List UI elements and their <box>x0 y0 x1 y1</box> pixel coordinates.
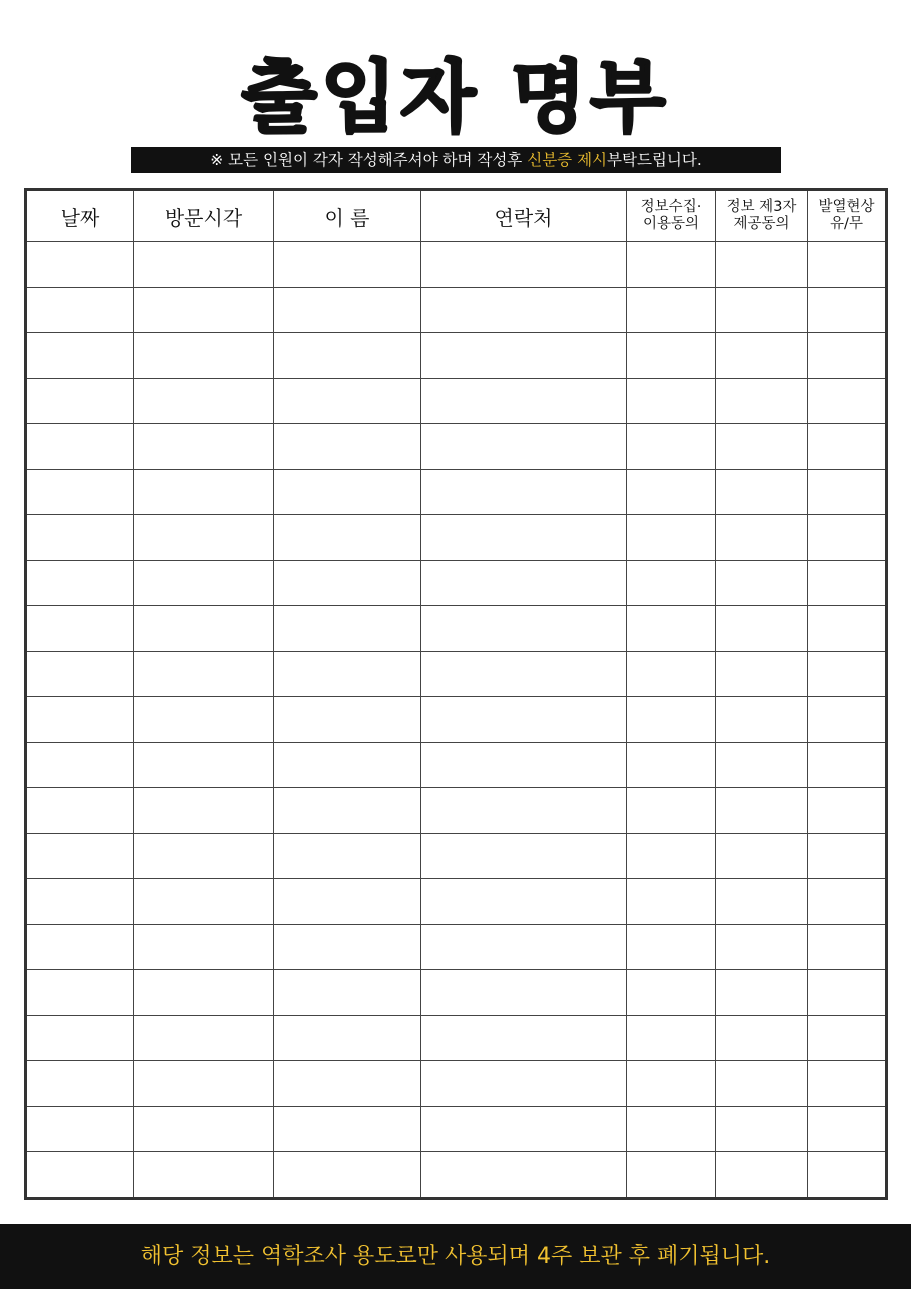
table-cell[interactable] <box>274 469 421 515</box>
table-cell[interactable] <box>274 515 421 561</box>
header-name: 이 름 <box>274 190 421 242</box>
table-cell[interactable] <box>627 606 716 652</box>
table-cell[interactable] <box>421 1106 627 1152</box>
table-cell[interactable] <box>134 970 274 1016</box>
table-cell[interactable] <box>627 424 716 470</box>
table-cell[interactable] <box>716 742 808 788</box>
table-cell[interactable] <box>134 469 274 515</box>
table-cell[interactable] <box>274 1015 421 1061</box>
table-cell[interactable] <box>716 515 808 561</box>
table-cell[interactable] <box>134 788 274 834</box>
table-cell[interactable] <box>134 697 274 743</box>
table-cell[interactable] <box>134 879 274 925</box>
table-cell[interactable] <box>26 515 134 561</box>
table-cell[interactable] <box>716 287 808 333</box>
table-cell[interactable] <box>716 970 808 1016</box>
table-cell[interactable] <box>627 833 716 879</box>
table-row <box>26 378 887 424</box>
table-row <box>26 924 887 970</box>
table-cell[interactable] <box>716 1061 808 1107</box>
visitor-log-table <box>24 188 888 1200</box>
table-cell[interactable] <box>421 788 627 834</box>
table-row <box>26 1015 887 1061</box>
table-cell[interactable] <box>134 833 274 879</box>
table-cell[interactable] <box>808 560 887 606</box>
table-cell[interactable] <box>808 333 887 379</box>
table-cell[interactable] <box>134 515 274 561</box>
table-cell[interactable] <box>716 242 808 288</box>
table-cell[interactable] <box>26 378 134 424</box>
table-cell[interactable] <box>421 833 627 879</box>
table-cell[interactable] <box>26 742 134 788</box>
table-cell[interactable] <box>627 1061 716 1107</box>
notice-banner <box>131 147 781 173</box>
table-cell[interactable] <box>274 651 421 697</box>
table-cell[interactable] <box>134 560 274 606</box>
table-cell[interactable] <box>627 1015 716 1061</box>
table-cell[interactable] <box>421 287 627 333</box>
table-cell[interactable] <box>716 833 808 879</box>
table-cell[interactable] <box>274 833 421 879</box>
table-cell[interactable] <box>627 1106 716 1152</box>
table-row <box>26 333 887 379</box>
table-cell[interactable] <box>808 788 887 834</box>
table-cell[interactable] <box>808 1106 887 1152</box>
table-cell[interactable] <box>627 697 716 743</box>
table-row <box>26 697 887 743</box>
table-cell[interactable] <box>627 742 716 788</box>
table-row <box>26 970 887 1016</box>
table-cell[interactable] <box>808 515 887 561</box>
table-cell[interactable] <box>134 424 274 470</box>
table-cell[interactable] <box>716 1015 808 1061</box>
notice-highlight: 신분증 제시 <box>527 151 608 169</box>
table-row <box>26 560 887 606</box>
table-cell[interactable] <box>421 970 627 1016</box>
table-row <box>26 788 887 834</box>
notice-suffix: 부탁드립니다. <box>607 151 702 169</box>
table-cell[interactable] <box>808 879 887 925</box>
table-cell[interactable] <box>716 333 808 379</box>
table-cell[interactable] <box>274 378 421 424</box>
page-title: 출입자 명부 <box>241 53 670 143</box>
table-body <box>26 242 887 1199</box>
table-cell[interactable] <box>134 924 274 970</box>
table-cell[interactable] <box>808 287 887 333</box>
table-cell[interactable] <box>716 469 808 515</box>
table-cell[interactable] <box>134 1015 274 1061</box>
table-cell[interactable] <box>421 606 627 652</box>
table-cell[interactable] <box>808 1061 887 1107</box>
table-cell[interactable] <box>26 333 134 379</box>
table-cell[interactable] <box>808 697 887 743</box>
table-cell[interactable] <box>627 970 716 1016</box>
table-row <box>26 1061 887 1107</box>
table-cell[interactable] <box>26 970 134 1016</box>
table-cell[interactable] <box>716 697 808 743</box>
header-fever-line1: 발열현상 <box>818 199 875 215</box>
header-third-party-consent-line1: 정보 제3자 <box>726 199 797 215</box>
table-row <box>26 242 887 288</box>
table-cell[interactable] <box>808 833 887 879</box>
notice-prefix: ※ 모든 인원이 각자 작성해주셔야 하며 작성후 <box>210 151 528 169</box>
table-cell[interactable] <box>421 378 627 424</box>
table-cell[interactable] <box>716 788 808 834</box>
table-cell[interactable] <box>627 1152 716 1199</box>
table-cell[interactable] <box>421 424 627 470</box>
table-cell[interactable] <box>26 424 134 470</box>
table-cell[interactable] <box>26 1015 134 1061</box>
table-cell[interactable] <box>26 924 134 970</box>
table-cell[interactable] <box>26 1061 134 1107</box>
header-date: 날짜 <box>26 190 134 242</box>
table-cell[interactable] <box>421 560 627 606</box>
header-third-party-consent <box>716 190 808 242</box>
table-cell[interactable] <box>421 1015 627 1061</box>
table-cell[interactable] <box>26 469 134 515</box>
table-row <box>26 879 887 925</box>
table-cell[interactable] <box>808 742 887 788</box>
table-cell[interactable] <box>274 333 421 379</box>
table-cell[interactable] <box>421 469 627 515</box>
table-cell[interactable] <box>808 469 887 515</box>
table-cell[interactable] <box>627 560 716 606</box>
table-cell[interactable] <box>716 424 808 470</box>
footer-banner: 해당 정보는 역학조사 용도로만 사용되며 4주 보관 후 폐기됩니다. <box>0 1224 911 1289</box>
table-cell[interactable] <box>274 697 421 743</box>
table-cell[interactable] <box>808 378 887 424</box>
table-cell[interactable] <box>808 1015 887 1061</box>
table-cell[interactable] <box>627 879 716 925</box>
table-cell[interactable] <box>627 651 716 697</box>
table-cell[interactable] <box>274 560 421 606</box>
table-row <box>26 515 887 561</box>
table-cell[interactable] <box>808 651 887 697</box>
table-cell[interactable] <box>26 697 134 743</box>
table-cell[interactable] <box>26 242 134 288</box>
table-cell[interactable] <box>808 242 887 288</box>
table-cell[interactable] <box>274 424 421 470</box>
table-cell[interactable] <box>627 469 716 515</box>
table-cell[interactable] <box>26 560 134 606</box>
table-cell[interactable] <box>26 1152 134 1199</box>
table-cell[interactable] <box>274 924 421 970</box>
table-cell[interactable] <box>26 651 134 697</box>
table-row <box>26 1152 887 1199</box>
header-fever <box>808 190 887 242</box>
table-cell[interactable] <box>134 1152 274 1199</box>
header-fever-line2: 유/무 <box>830 216 863 232</box>
table-cell[interactable] <box>26 788 134 834</box>
header-info-consent <box>627 190 716 242</box>
table-cell[interactable] <box>274 242 421 288</box>
table-cell[interactable] <box>26 879 134 925</box>
table-cell[interactable] <box>26 287 134 333</box>
table-cell[interactable] <box>627 788 716 834</box>
table-cell[interactable] <box>421 333 627 379</box>
header-contact: 연락처 <box>421 190 627 242</box>
table-cell[interactable] <box>274 287 421 333</box>
table-cell[interactable] <box>274 606 421 652</box>
table-cell[interactable] <box>134 333 274 379</box>
table-cell[interactable] <box>274 879 421 925</box>
header-info-consent-line2: 이용동의 <box>642 216 700 232</box>
table-cell[interactable] <box>421 879 627 925</box>
table-cell[interactable] <box>716 879 808 925</box>
table-cell[interactable] <box>808 924 887 970</box>
table-cell[interactable] <box>716 1106 808 1152</box>
table-row <box>26 469 887 515</box>
table-cell[interactable] <box>134 378 274 424</box>
table-cell[interactable] <box>421 742 627 788</box>
table-cell[interactable] <box>421 1152 627 1199</box>
table-cell[interactable] <box>274 742 421 788</box>
table-cell[interactable] <box>627 242 716 288</box>
table-cell[interactable] <box>134 1061 274 1107</box>
table-cell[interactable] <box>627 924 716 970</box>
table-cell[interactable] <box>627 333 716 379</box>
table-cell[interactable] <box>134 1106 274 1152</box>
table-cell[interactable] <box>274 1152 421 1199</box>
table-row <box>26 1106 887 1152</box>
table-cell[interactable] <box>274 1061 421 1107</box>
header-third-party-consent-line2: 제공동의 <box>733 216 790 232</box>
table-cell[interactable] <box>716 651 808 697</box>
table-cell[interactable] <box>716 924 808 970</box>
table-cell[interactable] <box>421 697 627 743</box>
table-cell[interactable] <box>134 287 274 333</box>
header-row <box>26 190 887 242</box>
table-cell[interactable] <box>26 606 134 652</box>
table-cell[interactable] <box>134 242 274 288</box>
table-cell[interactable] <box>716 378 808 424</box>
table-cell[interactable] <box>421 242 627 288</box>
table-cell[interactable] <box>421 515 627 561</box>
table-row <box>26 287 887 333</box>
table-row <box>26 606 887 652</box>
table-cell[interactable] <box>627 515 716 561</box>
table-cell[interactable] <box>134 651 274 697</box>
table-cell[interactable] <box>421 651 627 697</box>
table-cell[interactable] <box>627 287 716 333</box>
table-cell[interactable] <box>421 1061 627 1107</box>
table-cell[interactable] <box>274 970 421 1016</box>
table-cell[interactable] <box>808 970 887 1016</box>
table-cell[interactable] <box>808 424 887 470</box>
table-cell[interactable] <box>808 606 887 652</box>
table-cell[interactable] <box>274 788 421 834</box>
table-row <box>26 424 887 470</box>
table-cell[interactable] <box>26 1106 134 1152</box>
header-visit-time: 방문시각 <box>134 190 274 242</box>
table-cell[interactable] <box>134 742 274 788</box>
table-cell[interactable] <box>808 1152 887 1199</box>
header-info-consent-line1: 정보수집· <box>640 199 702 215</box>
table-cell[interactable] <box>716 1152 808 1199</box>
table-cell[interactable] <box>26 833 134 879</box>
table-cell[interactable] <box>716 560 808 606</box>
table-row <box>26 833 887 879</box>
table-cell[interactable] <box>627 378 716 424</box>
table-cell[interactable] <box>421 924 627 970</box>
table-cell[interactable] <box>716 606 808 652</box>
table-cell[interactable] <box>134 606 274 652</box>
table-row <box>26 651 887 697</box>
table-row <box>26 742 887 788</box>
table-cell[interactable] <box>274 1106 421 1152</box>
